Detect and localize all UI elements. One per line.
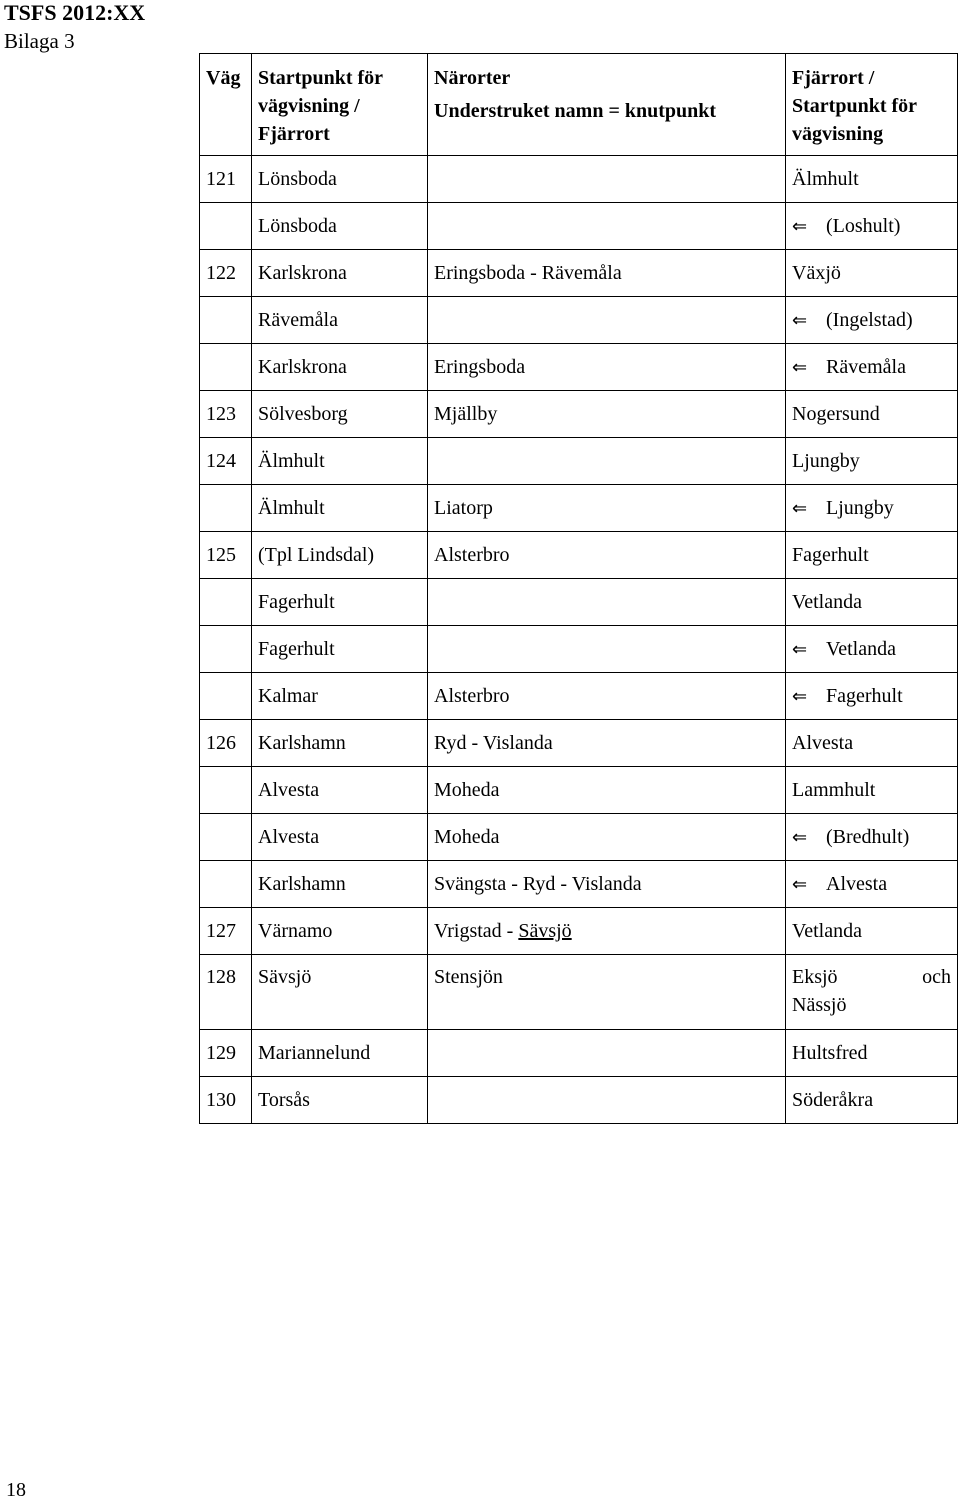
table-row [200, 1077, 958, 1124]
table-row [200, 861, 958, 908]
cell-destination: Söderåkra [786, 1077, 958, 1124]
cell-destination: Fagerhult [786, 532, 958, 579]
cell-road [200, 626, 252, 673]
left-double-arrow-icon: ⇐ [792, 309, 808, 331]
page-number: 18 [6, 1479, 26, 1501]
cell-road [200, 203, 252, 250]
cell-destination: Ljungby [786, 438, 958, 485]
cell-via: Svängsta - Ryd - Vislanda [428, 861, 786, 908]
table-row [200, 203, 958, 250]
cell-destination: ⇐ Fagerhult [786, 673, 958, 720]
cell-destination: ⇐ Vetlanda [786, 626, 958, 673]
left-double-arrow-icon: ⇐ [792, 356, 808, 378]
cell-via: Mjällby [428, 391, 786, 438]
cell-road: 121 [200, 156, 252, 203]
cell-destination: Eksjö och Nässjö [786, 955, 958, 1030]
cell-start: Mariannelund [252, 1030, 428, 1077]
cell-via: Eringsboda [428, 344, 786, 391]
cell-via [428, 1030, 786, 1077]
left-double-arrow-icon: ⇐ [792, 497, 808, 519]
cell-start: Karlshamn [252, 720, 428, 767]
cell-start: Älmhult [252, 438, 428, 485]
cell-destination: Älmhult [786, 156, 958, 203]
cell-destination: Lammhult [786, 767, 958, 814]
cell-destination: Växjö [786, 250, 958, 297]
cell-start: Alvesta [252, 814, 428, 861]
cell-start: Karlskrona [252, 344, 428, 391]
cell-start: Värnamo [252, 908, 428, 955]
left-double-arrow-icon: ⇐ [792, 638, 808, 660]
table-row [200, 485, 958, 532]
cell-via: Alsterbro [428, 532, 786, 579]
cell-via: Ryd - Vislanda [428, 720, 786, 767]
table-row [200, 908, 958, 955]
cell-road: 129 [200, 1030, 252, 1077]
header-start: Startpunkt för vägvisning / Fjärrort [252, 54, 428, 156]
header-via: Närorter Understruket namn = knutpunkt [428, 54, 786, 156]
cell-via: Moheda [428, 814, 786, 861]
cell-destination: Hultsfred [786, 1030, 958, 1077]
table-header-row [200, 54, 958, 156]
cell-start: Lönsboda [252, 156, 428, 203]
cell-road: 123 [200, 391, 252, 438]
cell-road: 126 [200, 720, 252, 767]
cell-start: Torsås [252, 1077, 428, 1124]
cell-start: Älmhult [252, 485, 428, 532]
cell-start: Rävemåla [252, 297, 428, 344]
table-row [200, 814, 958, 861]
cell-start: Fagerhult [252, 626, 428, 673]
cell-destination: ⇐ (Ingelstad) [786, 297, 958, 344]
cell-start: Sävsjö [252, 955, 428, 1030]
cell-road [200, 297, 252, 344]
document-header [4, 0, 145, 56]
cell-destination: Vetlanda [786, 579, 958, 626]
table-row [200, 767, 958, 814]
left-double-arrow-icon: ⇐ [792, 215, 808, 237]
cell-via [428, 156, 786, 203]
cell-via [428, 203, 786, 250]
left-double-arrow-icon: ⇐ [792, 873, 808, 895]
cell-start: (Tpl Lindsdal) [252, 532, 428, 579]
cell-road: 128 [200, 955, 252, 1030]
cell-destination: Vetlanda [786, 908, 958, 955]
cell-road [200, 767, 252, 814]
cell-start: Lönsboda [252, 203, 428, 250]
header-road: Väg [200, 54, 252, 156]
cell-start: Sölvesborg [252, 391, 428, 438]
cell-road [200, 344, 252, 391]
cell-road: 127 [200, 908, 252, 955]
cell-destination: ⇐ Ljungby [786, 485, 958, 532]
table-row [200, 720, 958, 767]
table-row [200, 1030, 958, 1077]
cell-via [428, 579, 786, 626]
cell-road: 130 [200, 1077, 252, 1124]
cell-destination: ⇐ Alvesta [786, 861, 958, 908]
cell-destination: ⇐ Rävemåla [786, 344, 958, 391]
table-row [200, 391, 958, 438]
cell-via: Eringsboda - Rävemåla [428, 250, 786, 297]
cell-road: 124 [200, 438, 252, 485]
cell-destination: Alvesta [786, 720, 958, 767]
table-row [200, 297, 958, 344]
cell-via [428, 297, 786, 344]
cell-via: Stensjön [428, 955, 786, 1030]
table-row [200, 673, 958, 720]
cell-via: Liatorp [428, 485, 786, 532]
junction-node: Sävsjö [518, 920, 572, 942]
table-row [200, 955, 958, 1030]
table-row [200, 156, 958, 203]
cell-start: Karlskrona [252, 250, 428, 297]
header-destination: Fjärrort / Startpunkt för vägvisning [786, 54, 958, 156]
cell-via [428, 626, 786, 673]
document-subtitle: Bilaga 3 [4, 29, 75, 53]
left-double-arrow-icon: ⇐ [792, 826, 808, 848]
cell-destination: ⇐ (Loshult) [786, 203, 958, 250]
cell-via [428, 1077, 786, 1124]
table-row [200, 579, 958, 626]
cell-road: 122 [200, 250, 252, 297]
cell-road: 125 [200, 532, 252, 579]
cell-start: Kalmar [252, 673, 428, 720]
cell-via: Vrigstad - Sävsjö [428, 908, 786, 955]
cell-road [200, 814, 252, 861]
cell-road [200, 485, 252, 532]
left-double-arrow-icon: ⇐ [792, 685, 808, 707]
table-row [200, 438, 958, 485]
cell-start: Fagerhult [252, 579, 428, 626]
table-row [200, 250, 958, 297]
table-row [200, 626, 958, 673]
cell-via [428, 438, 786, 485]
cell-start: Alvesta [252, 767, 428, 814]
cell-road [200, 861, 252, 908]
cell-road [200, 673, 252, 720]
table-row [200, 344, 958, 391]
route-signage-table [199, 53, 958, 1124]
cell-via: Alsterbro [428, 673, 786, 720]
cell-road [200, 579, 252, 626]
cell-start: Karlshamn [252, 861, 428, 908]
cell-via: Moheda [428, 767, 786, 814]
cell-destination: ⇐ (Bredhult) [786, 814, 958, 861]
document-title: TSFS 2012:XX [4, 0, 146, 25]
table-row [200, 532, 958, 579]
cell-destination: Nogersund [786, 391, 958, 438]
